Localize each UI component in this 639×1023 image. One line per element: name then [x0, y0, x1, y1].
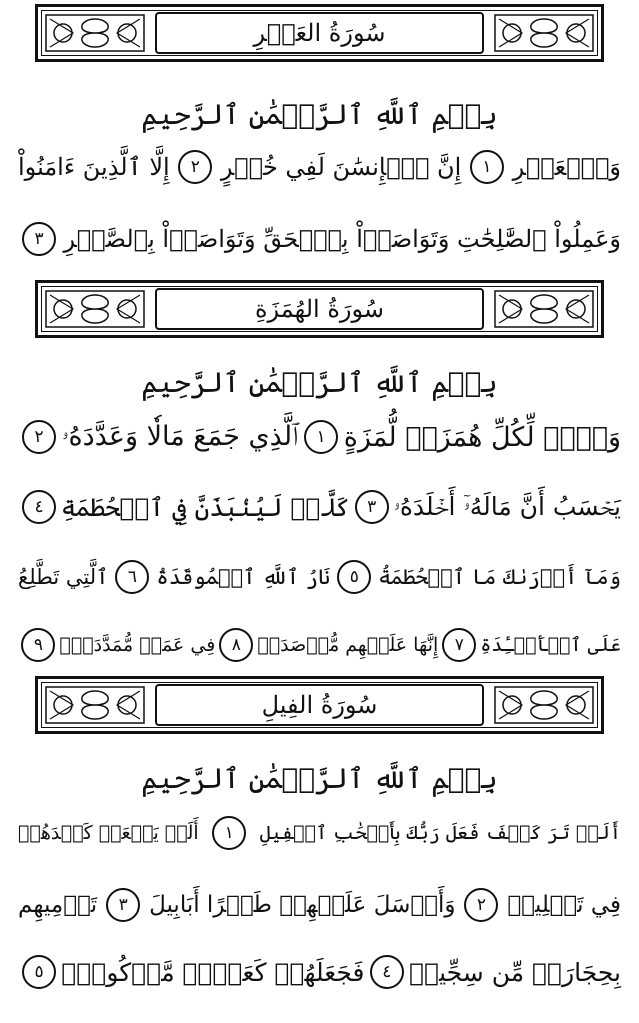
ayah-number-marker: ٣: [106, 888, 140, 922]
verse-text: إِنَّهَا عَلَيۡهِم مُّؤۡصَدَةٞ: [257, 634, 439, 656]
verse-text: عَلَى ٱلۡأَفۡـِٔدَةِ: [480, 634, 621, 656]
ayah-number-marker: ٤: [370, 955, 404, 989]
surah-header-asr: [35, 4, 604, 62]
verse-text: فِي تَضۡلِيلٖ: [507, 892, 621, 918]
surah-title: سُورَةُ العَصۡرِ: [155, 12, 484, 54]
ayah-number-marker: ١: [212, 816, 246, 850]
ayah-number-marker: ٥: [22, 955, 56, 989]
verse-text: كَلَّاۖ لَيُنۢبَذَنَّ فِي ٱلۡحُطَمَةِ: [60, 492, 350, 522]
basmala: بِسۡمِ ٱللَّهِ ٱلرَّحۡمَٰنِ ٱلرَّحِيمِ: [141, 98, 498, 131]
verse-line: [18, 955, 621, 989]
verse-text: وَعَمِلُواْ ٱلصَّٰلِحَٰتِ وَتَوَاصَوۡاْ بِٱلۡحَقِّ وَتَوَاصَوۡاْ بِٱلصَّبۡرِ: [63, 225, 621, 253]
verse-text: بِحِجَارَةٖ مِّن سِجِّيلٖ: [409, 957, 621, 987]
verse-text: يَحۡسَبُ أَنَّ مَالَهُۥٓ أَخۡلَدَهُۥ: [393, 492, 621, 521]
verse-text: وَٱلۡعَصۡرِ: [512, 153, 621, 181]
ornament-right-icon: [494, 14, 594, 52]
ayah-number-marker: ٩: [21, 628, 55, 662]
ayah-number-marker: ٧: [442, 628, 476, 662]
surah-title: سُورَةُ الفِيلِ: [155, 684, 484, 726]
verse-text: نَارُ ٱللَّهِ ٱلۡمُوقَدَةُ: [156, 565, 331, 589]
verse-line: [18, 628, 621, 662]
verse-text: إِنَّ ٱلۡإِنسَٰنَ لَفِي خُسۡرٍ: [220, 153, 462, 181]
ayah-number-marker: ١: [470, 150, 504, 184]
verse-line: [18, 560, 621, 594]
verse-text: فِي عَمَدٖ مُّمَدَّدَةِۭ: [59, 634, 216, 656]
verse-line: [18, 420, 621, 454]
ornament-right-icon: [494, 686, 594, 724]
verse-line: [18, 150, 621, 184]
verse-text: أَلَمۡ يَجۡعَلۡ كَيۡدَهُمۡ: [18, 822, 199, 844]
verse-text: أَلَمۡ تَرَ كَيۡفَ فَعَلَ رَبُّكَ بِأَصۡحَٰبِ ٱلۡفِيلِ: [259, 822, 621, 844]
surah-header-humazah: [35, 280, 604, 338]
verse-text: ٱلَّتِي تَطَّلِعُ: [18, 565, 109, 589]
verse-text: ٱلَّذِي جَمَعَ مَالٗا وَعَدَّدَهُۥ: [61, 421, 299, 452]
ayah-number-marker: ٣: [355, 490, 389, 524]
verse-line: [18, 888, 621, 922]
ornament-right-icon: [494, 290, 594, 328]
verse-text: وَأَرۡسَلَ عَلَيۡهِمۡ طَيۡرًا أَبَابِيلَ: [149, 892, 456, 918]
verse-line: [18, 816, 621, 850]
verse-text: وَمَآ أَدۡرَىٰكَ مَا ٱلۡحُطَمَةُ: [378, 565, 621, 589]
basmala: بِسۡمِ ٱللَّهِ ٱلرَّحۡمَٰنِ ٱلرَّحِيمِ: [141, 366, 498, 399]
ornament-left-icon: [45, 290, 145, 328]
ayah-number-marker: ٦: [115, 560, 149, 594]
verse-text: فَجَعَلَهُمۡ كَعَصۡفٖ مَّأۡكُولِۭ: [61, 957, 365, 987]
ayah-number-marker: ٢: [464, 888, 498, 922]
verse-text: تَرۡمِيهِم: [18, 892, 98, 918]
ayah-number-marker: ٨: [219, 628, 253, 662]
ayah-number-marker: ٤: [22, 490, 56, 524]
surah-header-fil: [35, 676, 604, 734]
ayah-number-marker: ٥: [337, 560, 371, 594]
ayah-number-marker: ١: [304, 420, 338, 454]
ornament-left-icon: [45, 14, 145, 52]
ayah-number-marker: ٢: [178, 150, 212, 184]
basmala: بِسۡمِ ٱللَّهِ ٱلرَّحۡمَٰنِ ٱلرَّحِيمِ: [141, 762, 498, 795]
verse-line: [18, 222, 621, 256]
ayah-number-marker: ٢: [22, 420, 56, 454]
verse-text: إِلَّا ٱلَّذِينَ ءَامَنُواْ: [18, 153, 170, 181]
verse-text: وَيۡلٞ لِّكُلِّ هُمَزَةٖ لُّمَزَةٍ: [343, 421, 621, 453]
verse-line: [18, 490, 621, 524]
ayah-number-marker: ٣: [22, 222, 56, 256]
surah-title: سُورَةُ الهُمَزَةِ: [155, 288, 484, 330]
ornament-left-icon: [45, 686, 145, 724]
